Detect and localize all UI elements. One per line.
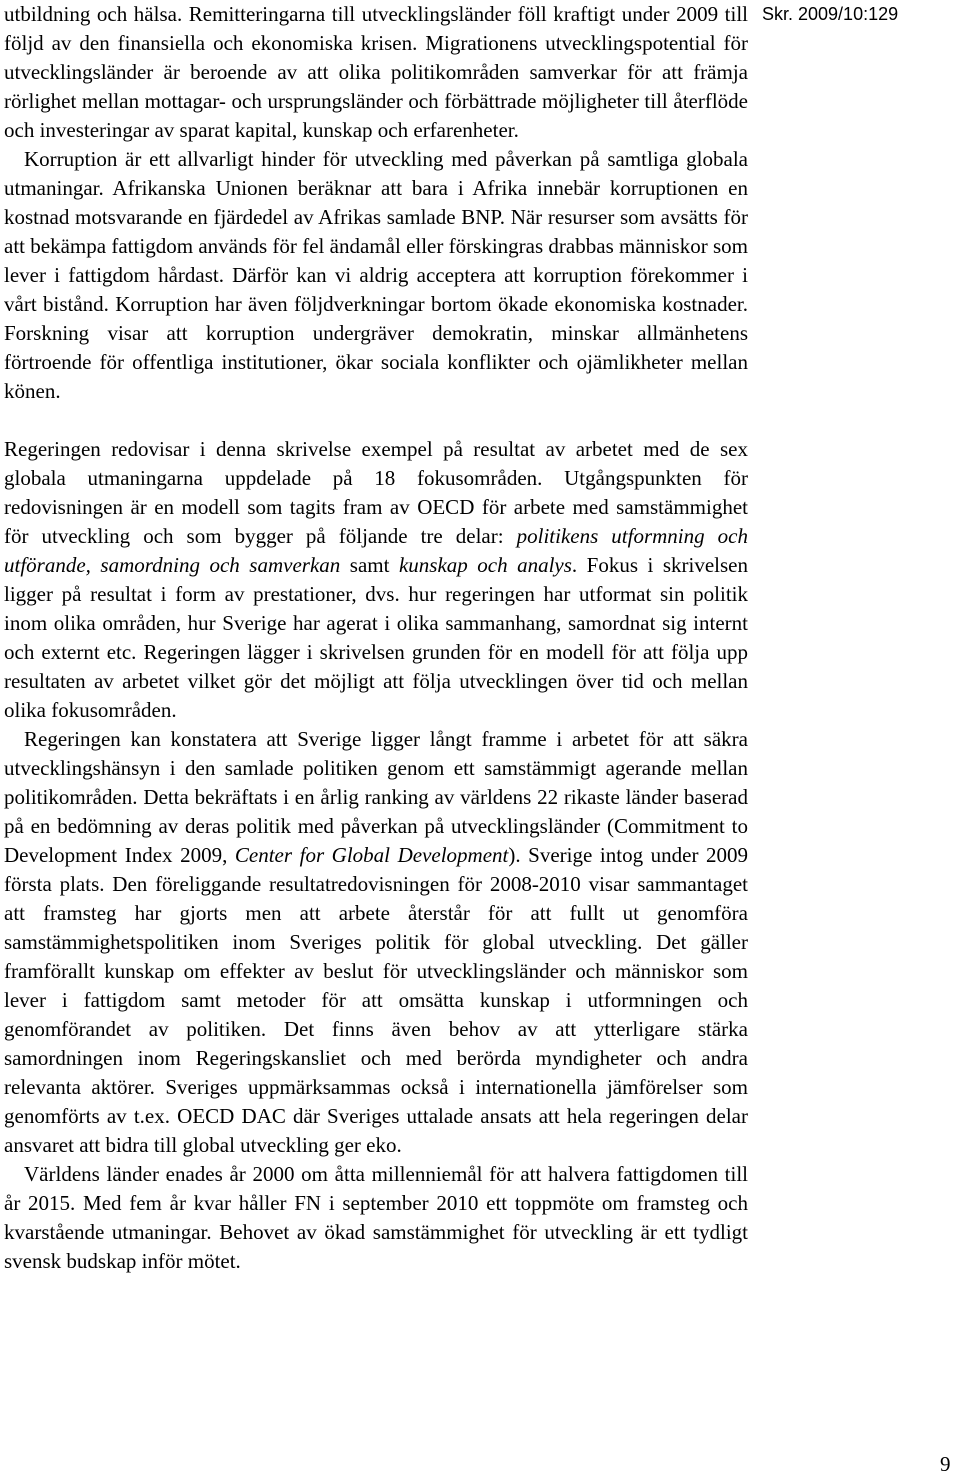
paragraph-text: Regeringen kan konstatera att Sverige ligger långt framme i arbetet för att säkra utvecklingshänsyn i den samlade politiken genom ett samstämmigt agerande mellan politikområden. Detta bekräftats i en årlig ranking av världens 22 rikaste länder baserad på en bedömning av deras politik med påverkan på utvecklingsländer (Commitment to Development Index 2009, xyxy=(4,727,748,867)
paragraph-text: ). Sverige intog under 2009 första plats. Den föreliggande resultatredovisningen för 2008-2010 visar sammantaget att framsteg har gjorts men att arbete återstår för att fullt ut genomföra samstämmighetspolitiken inom Sveriges politik för global utveckling. Det gäller framförallt kunskap om effekter av beslut för utvecklingsländer och människor som lever i fattigdom samt metoder för att omsätta kunskap i utformningen och genomförandet av politiken. Det finns även behov av att ytterligare stärka samordningen inom Regeringskansliet och med berörda myndigheter och andra relevanta aktörer. Sveriges uppmärksammas också i internationella jämförelser som genomförts av t.ex. OECD DAC där Sveriges uttalade ansats att hela regeringen delar ansvaret att bidra till global utveckling ger eko. xyxy=(4,843,749,1157)
body-text xyxy=(4,0,748,1276)
paragraph-millennium-goals xyxy=(4,1160,748,1276)
paragraph-corruption xyxy=(4,145,748,406)
emphasis-knowledge-analysis: kunskap och analys xyxy=(398,553,572,577)
paragraph-text: Korruption är ett allvarligt hinder för utveckling med påverkan på samtliga globala utmaningar. Afrikanska Unionen beräknar att bara i Afrika innebär korruptionen en kostnad motsvarande en fjärdedel av Afrikas samlade BNP. När resurser som avsätts för att bekämpa fattigdom används för fel ändamål eller förskingras drabbas människor som lever i fattigdom hårdast. Därför kan vi aldrig acceptera att korruption förekommer i vårt bistånd. Korruption har även följdverkningar bortom ökade ekonomiska kostnader. Forskning visar att korruption undergräver demokratin, minskar allmänhetens förtroende för offentliga institutioner, ökar sociala konflikter och ojämlikheter mellan könen. xyxy=(4,147,748,403)
paragraph-text: . Fokus i skrivelsen ligger på resultat i form av prestationer, dvs. hur regeringen har utformat sin politik inom olika områden, hur Sverige har agerat i olika sammanhang, samordnat sig internt och externt etc. Regeringen lägger i skrivelsen grunden för en modell för att följa upp resultaten av arbetet vilket gör det möjligt att följa utvecklingen över tid och mellan olika fokusområden. xyxy=(4,553,749,722)
paragraph-text: Världens länder enades år 2000 om åtta millenniemål för att halvera fattigdomen till år 2015. Med fem år kvar håller FN i september 2010 ett toppmöte om framsteg och kvarstående utmaningar. Behovet av ökad samstämmighet för utveckling är ett tydligt svensk budskap inför mötet. xyxy=(4,1162,748,1273)
paragraph-sweden-ranking xyxy=(4,725,748,1160)
emphasis-policy-coordination: politikens utformning och utförande, samordning och samverkan xyxy=(4,524,748,577)
paragraph-migration xyxy=(4,0,748,145)
paragraph-report-model xyxy=(4,435,748,725)
paragraph-text: Regeringen redovisar i denna skrivelse exempel på resultat av arbetet med de sex globala utmaningarna uppdelade på 18 fokusområden. Utgångspunkten för redovisningen är en modell som tagits fram av OECD för arbete med samstämmighet för utveckling och som bygger på följande tre delar: xyxy=(4,437,748,548)
page-number: 9 xyxy=(940,1452,951,1476)
paragraph-text: utbildning och hälsa. Remitteringarna till utvecklingsländer föll kraftigt under 2009 till följd av den finansiella och ekonomiska krisen. Migrationens utvecklingspotential för utvecklingsländer är beroende av att olika politikområden samverkar för att främja rörlighet mellan mottagar- och ursprungsländer och förbättrade möjligheter till återflöde och investeringar av sparat kapital, kunskap och erfarenheter. xyxy=(4,2,748,142)
document-reference: Skr. 2009/10:129 xyxy=(762,4,899,24)
emphasis-cgd: Center for Global Development xyxy=(234,843,509,867)
paragraph-text: samt xyxy=(340,553,399,577)
